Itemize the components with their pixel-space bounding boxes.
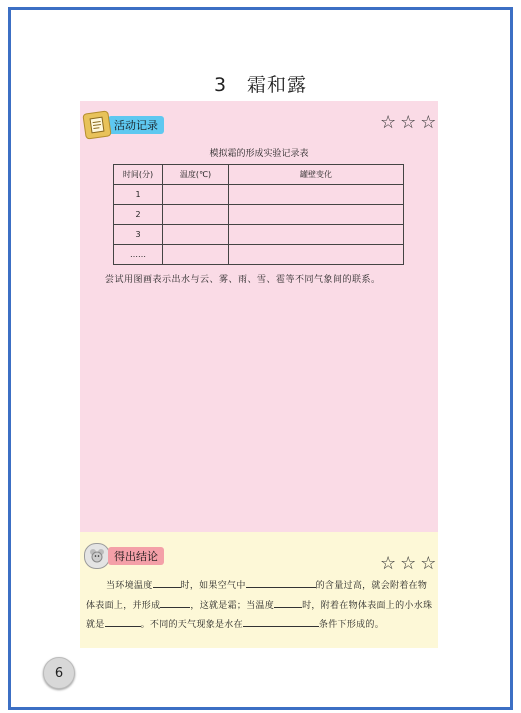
- row-change[interactable]: [229, 225, 404, 245]
- row-time: ……: [114, 245, 163, 265]
- activity-stars: ☆☆☆: [380, 112, 441, 133]
- header-time: 时间(分): [114, 165, 163, 185]
- conclusion-text-2: 时，如果空气中: [180, 581, 246, 591]
- row-time: 2: [114, 205, 163, 225]
- blank-6[interactable]: [243, 616, 319, 627]
- header-change: 罐壁变化: [229, 165, 404, 185]
- table-row: [114, 245, 404, 265]
- activity-badge-label: 活动记录: [108, 116, 164, 134]
- header-temperature: 温度(℃): [163, 165, 229, 185]
- conclusion-stars: ☆☆☆: [380, 553, 441, 574]
- blank-4[interactable]: [274, 597, 302, 608]
- conclusion-text-4: ，这就是霜；当温度: [190, 600, 275, 611]
- page-number-badge: 6: [43, 657, 75, 689]
- notebook-icon: [82, 110, 111, 139]
- table-row: [114, 225, 404, 245]
- page-title: 3 霜和露: [213, 74, 308, 96]
- drawing-prompt: 尝试用图画表示出水与云、雾、雨、雪、雹等不同气象间的联系。: [105, 275, 381, 285]
- conclusion-badge-label: 得出结论: [108, 547, 164, 565]
- conclusion-text-1: 当环境温度: [106, 581, 153, 591]
- row-time: 1: [114, 185, 163, 205]
- row-change[interactable]: [229, 205, 404, 225]
- conclusion-text-7: 条件下形成的。: [318, 620, 385, 630]
- conclusion-text-6: 。不同的天气现象是水在: [140, 620, 243, 630]
- conclusion-badge: [84, 543, 164, 569]
- conclusion-text-5: 时，附着在物体表面上的小水珠就是: [86, 600, 433, 630]
- blank-2[interactable]: [246, 577, 316, 588]
- row-temperature[interactable]: [163, 205, 229, 225]
- row-temperature[interactable]: [163, 225, 229, 245]
- record-table: [113, 164, 404, 265]
- blank-3[interactable]: [160, 597, 190, 608]
- row-change[interactable]: [229, 245, 404, 265]
- row-temperature[interactable]: [163, 185, 229, 205]
- row-time: 3: [114, 225, 163, 245]
- blank-5[interactable]: [105, 616, 141, 627]
- table-row: [114, 185, 404, 205]
- table-header-row: [114, 165, 404, 185]
- conclusion-paragraph: [86, 577, 436, 636]
- blank-1[interactable]: [153, 577, 181, 588]
- row-temperature[interactable]: [163, 245, 229, 265]
- table-row: [114, 205, 404, 225]
- row-change[interactable]: [229, 185, 404, 205]
- table-title: 模拟霜的形成实验记录表: [209, 149, 309, 159]
- activity-badge: [84, 112, 164, 138]
- conclusion-text-3: 的含量过高，就会附着在物体表面上，并形成: [86, 581, 428, 611]
- mouse-mascot-icon: [84, 543, 110, 569]
